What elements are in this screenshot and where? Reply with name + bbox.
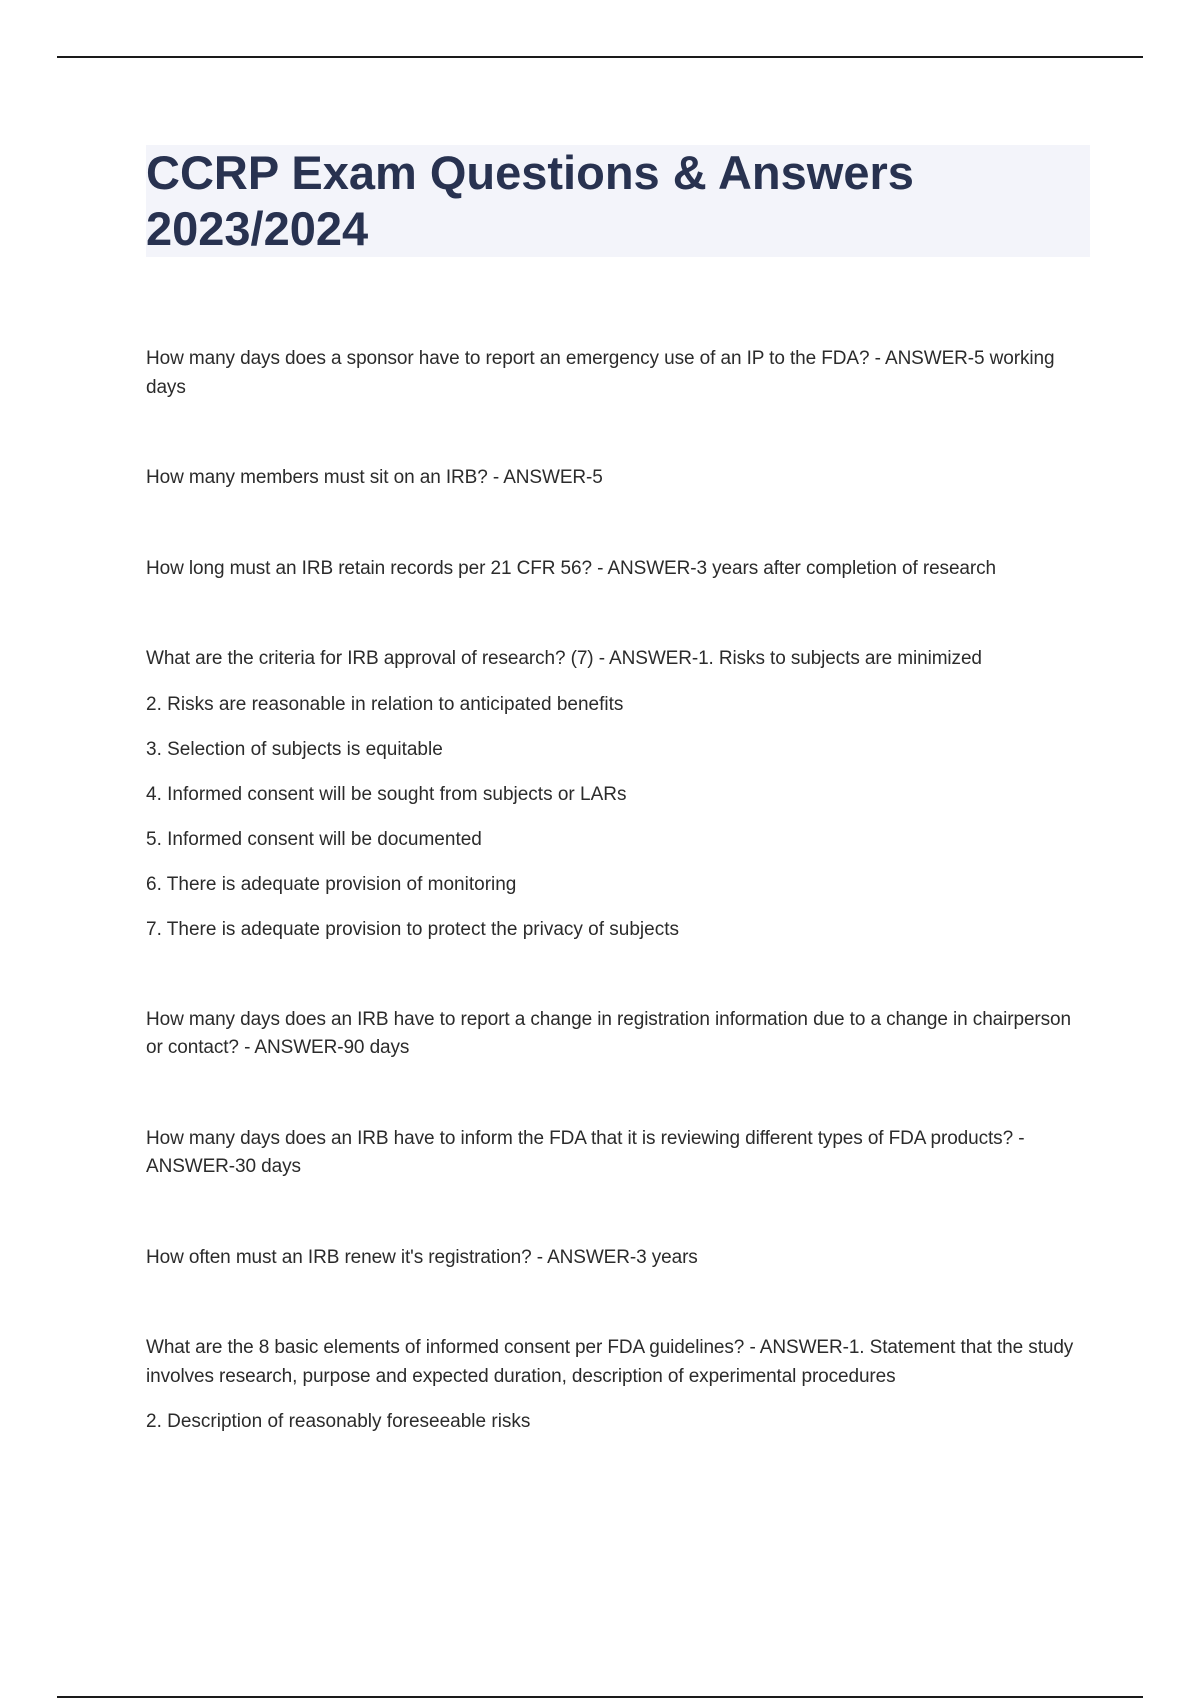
answer-list-item: 3. Selection of subjects is equitable	[146, 738, 443, 760]
qa-item: What are the 8 basic elements of informed consent per FDA guidelines? - ANSWER-1. Statement that the study involves research, purpose and expected duration, description of experimental procedures	[146, 1337, 1074, 1387]
qa-item: What are the criteria for IRB approval of research? (7) - ANSWER-1. Risks to subjects are minimized	[146, 648, 982, 669]
answer-list-item: 4. Informed consent will be sought from subjects or LARs	[146, 783, 627, 805]
qa-item: How many days does an IRB have to report a change in registration information due to a change in chairperson or contact? - ANSWER-90 days	[146, 1008, 1071, 1058]
title-line-1: CCRP Exam Questions & Answers	[146, 146, 914, 199]
qa-item: How many members must sit on an IRB? - ANSWER-5	[146, 467, 603, 488]
bottom-rule	[57, 1696, 1143, 1698]
qa-content	[146, 345, 1090, 1436]
qa-item: How often must an IRB renew it's registration? - ANSWER-3 years	[146, 1246, 698, 1268]
answer-list-item: 6. There is adequate provision of monitoring	[146, 873, 517, 895]
document-title	[146, 145, 1076, 257]
qa-item: How many days does an IRB have to inform the FDA that it is reviewing different types of FDA products? - ANSWER-30 days	[146, 1127, 1025, 1177]
answer-list-item: 2. Description of reasonably foreseeable risks	[146, 1411, 531, 1432]
qa-item: How long must an IRB retain records per 21 CFR 56? - ANSWER-3 years after completion of research	[146, 557, 996, 579]
top-rule	[57, 56, 1143, 58]
answer-list-item: 2. Risks are reasonable in relation to anticipated benefits	[146, 693, 624, 715]
title-line-2: 2023/2024	[146, 202, 369, 255]
answer-list-item: 7. There is adequate provision to protect the privacy of subjects	[146, 918, 680, 940]
answer-list-item: 5. Informed consent will be documented	[146, 828, 482, 850]
qa-item: How many days does a sponsor have to report an emergency use of an IP to the FDA? - ANSWER-5 working days	[146, 348, 1055, 398]
